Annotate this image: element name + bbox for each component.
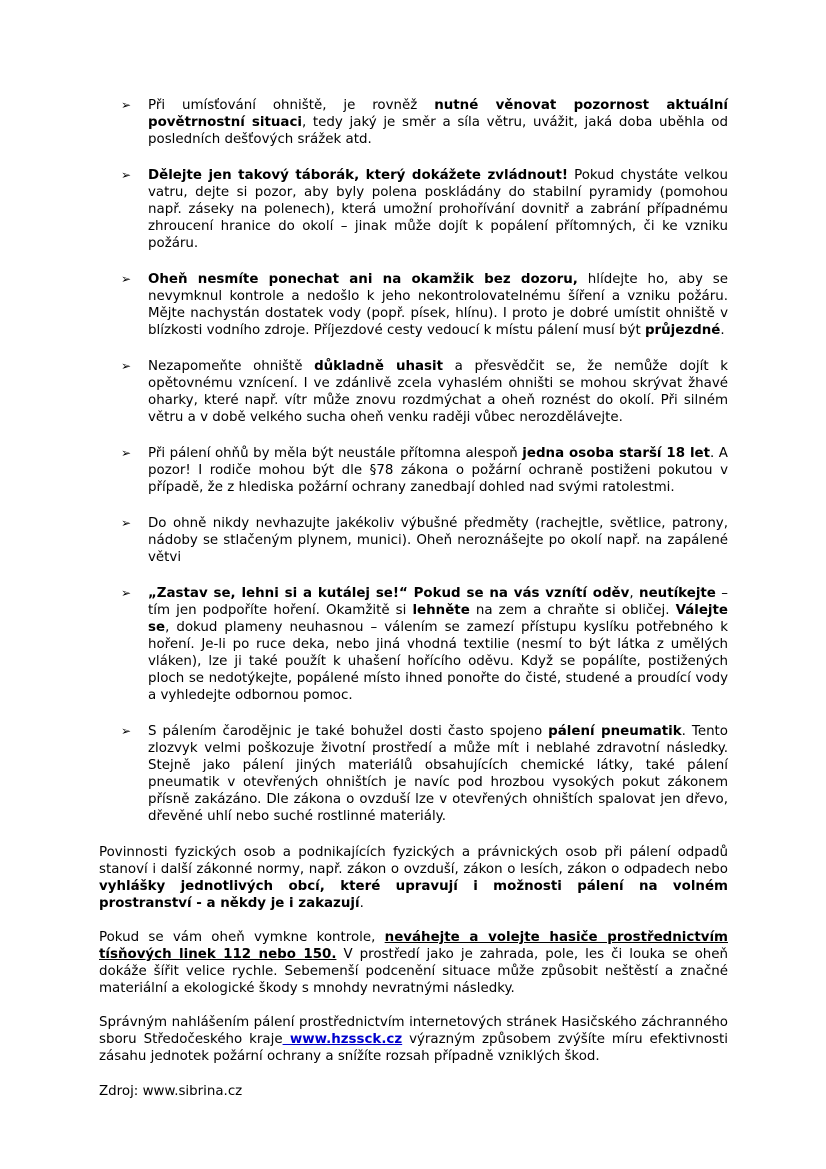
arrow-bullet-icon: ➢ [121,168,132,182]
bold-text: „Zastav se, lehni si a kutálej se!“ Pokud se na vás vznítí oděv [148,586,630,601]
paragraph [99,1014,728,1065]
arrow-bullet-icon: ➢ [121,586,132,600]
arrow-bullet-icon: ➢ [121,272,132,286]
text-run: . Tento zlozvyk velmi poškozuje životní prostředí a může mít i neblahé zdravotní následky. Stejně jako pálení jiných materiálů obsahujících chemické látky, také pálení pneumatik v otevřených ohništích je navíc pod hrozbou vysokých pokut zákonem přísně zakázáno. Dle zákona o ovzduší lze v otevřených ohništích spalovat jen dřevo, dřevěné uhlí nebo suché rostlinné materiály. [148,724,728,824]
source-line: Zdroj: www.sibrina.cz [99,1084,243,1099]
emergency-lines-text: neváhejte a volejte hasiče prostřednictvím tísňových linek 112 nebo 150. [99,930,728,962]
text-run: Při umísťování ohniště, je rovněž [148,98,435,113]
text-run: . [359,896,364,911]
arrow-bullet-icon: ➢ [121,359,132,373]
list-item [99,97,728,148]
text-run: . A pozor! I rodiče mohou být dle §78 zákona o požární ochraně postiženi pokutou v případě, že z hlediska požární ochrany zanedbají dohled nad svými ratolestmi. [148,446,728,495]
text-run: Pokud chystáte velkou vatru, dejte si pozor, aby byly polena poskládány do stabilní pyramidy (pomohou např. záseky na polenech), která umožní prohořívání dovnitř a zabrání případnému zhroucení hranice do okolí – jinak může dojít k popálení přítomných, či ke vzniku požáru. [148,168,728,251]
text-run: Do ohně nikdy nevhazujte jakékoliv výbušné předměty (rachejtle, světlice, patrony, nádoby se stlačeným plynem, munici). Oheň neroznášejte po okolí např. na zapálené větvi [148,516,728,565]
text-run: Povinnosti fyzických osob a podnikajících fyzických a právnických osob při pálení odpadů stanoví i další zákonné normy, např. zákon o ovzduší, zákon o lesích, zákon o odpadech nebo [99,845,728,877]
text-run: . [720,323,725,338]
list-item [99,585,728,704]
arrow-bullet-icon: ➢ [121,516,132,530]
bold-text: průjezdné [644,323,721,338]
text-run: Pokud se vám oheň vymkne kontrole, [99,930,385,945]
bold-text: jedna osoba starší 18 let [522,446,711,461]
closing-paragraphs [99,844,728,1065]
text-run: V prostředí jako je zahrada, pole, les či louka se oheň dokáže šířit velice rychle. Sebemenší podcenění situace může způsobit neštěstí a značné materiální a ekologické škody s mnohdy nevratnými následky. [99,947,729,996]
text-run: , dokud plameny neuhasnou – válením se zamezí přístupu kyslíku potřebného k hoření. Je-li po ruce deka, nebo jiná vhodná textilie (nesmí to být látka z umělých vláken), lze ji také použít k uhašení hořícího oděvu. Když se popálíte, postižených ploch se nedotýkejte, popálené místo ihned ponořte do čisté, studené a proudící vody a vyhledejte odbornou pomoc. [148,620,728,703]
bold-text: Oheň nesmíte ponechat ani na okamžik bez dozoru, [148,272,578,287]
arrow-bullet-icon: ➢ [121,724,132,738]
bold-text: nutné věnovat pozornost aktuální povětrnostní situaci [148,98,728,130]
text-run: – tím jen podpoříte hoření. Okamžitě si [148,586,729,618]
list-item [99,515,728,566]
text-run: hlídejte ho, aby se nevymknul kontrole a nedošlo k jeho nekontrolovatelnému šíření a vzniku požáru. Mějte nachystán dostatek vody (popř. písek, hlínu). I proto je dobré umístit ohniště v blízkosti vodního zdroje. Příjezdové cesty vedoucí k místu pálení musí být [148,272,729,338]
bold-text: Dělejte jen takový táborák, který dokážete zvládnout! [148,168,569,183]
text-run: a přesvědčit se, že nemůže dojít k opětovnému vznícení. I ve zdánlivě zcela vyhaslém ohništi se mohou skrývat žhavé oharky, které např. vítr může znovu rozdmýchat a oheň roznést do okolí. Při silném větru a v době velkého sucha oheň venku raději vůbec nerozdělávejte. [148,359,728,425]
rules-bullet-list [99,97,728,825]
document-page [99,97,728,1117]
list-item [99,445,728,496]
bold-text: Válejte se [148,603,729,635]
hzssck-link[interactable]: www.hzssck.cz [282,1032,403,1047]
list-item [99,358,728,426]
list-item [99,167,728,252]
bold-text: důkladně uhasit [314,359,444,374]
paragraph [99,844,728,912]
text-run: Nezapomeňte ohniště [148,359,315,374]
arrow-bullet-icon: ➢ [121,446,132,460]
bold-text: lehněte [412,603,470,618]
list-item [99,271,728,339]
text-run: Správným nahlášením pálení prostřednictvím internetových stránek Hasičského záchranného sboru Středočeského kraje [99,1015,728,1047]
text-run: výrazným způsobem zvýšíte míru efektivnosti zásahu jednotek požární ochrany a snížíte rozsah případně vzniklých škod. [99,1032,729,1064]
text-run: , tedy jaký je směr a síla větru, uvážit, jaká doba uběhla od posledních dešťových srážek atd. [148,115,728,147]
text-run: na zem a chraňte si obličej. [469,603,676,618]
paragraph [99,929,728,997]
text-run: , [629,586,640,601]
bold-text: vyhlášky jednotlivých obcí, které upravují i možnosti pálení na volném prostranství - a někdy je i zakazují [99,879,728,911]
text-run: S pálením čarodějnic je také bohužel dosti často spojeno [148,724,549,739]
list-item [99,723,728,825]
text-run: Při pálení ohňů by měla být neustále přítomna alespoň [148,446,523,461]
arrow-bullet-icon: ➢ [121,98,132,112]
bold-text: neutíkejte [639,586,716,601]
bold-text: pálení pneumatik [548,724,682,739]
